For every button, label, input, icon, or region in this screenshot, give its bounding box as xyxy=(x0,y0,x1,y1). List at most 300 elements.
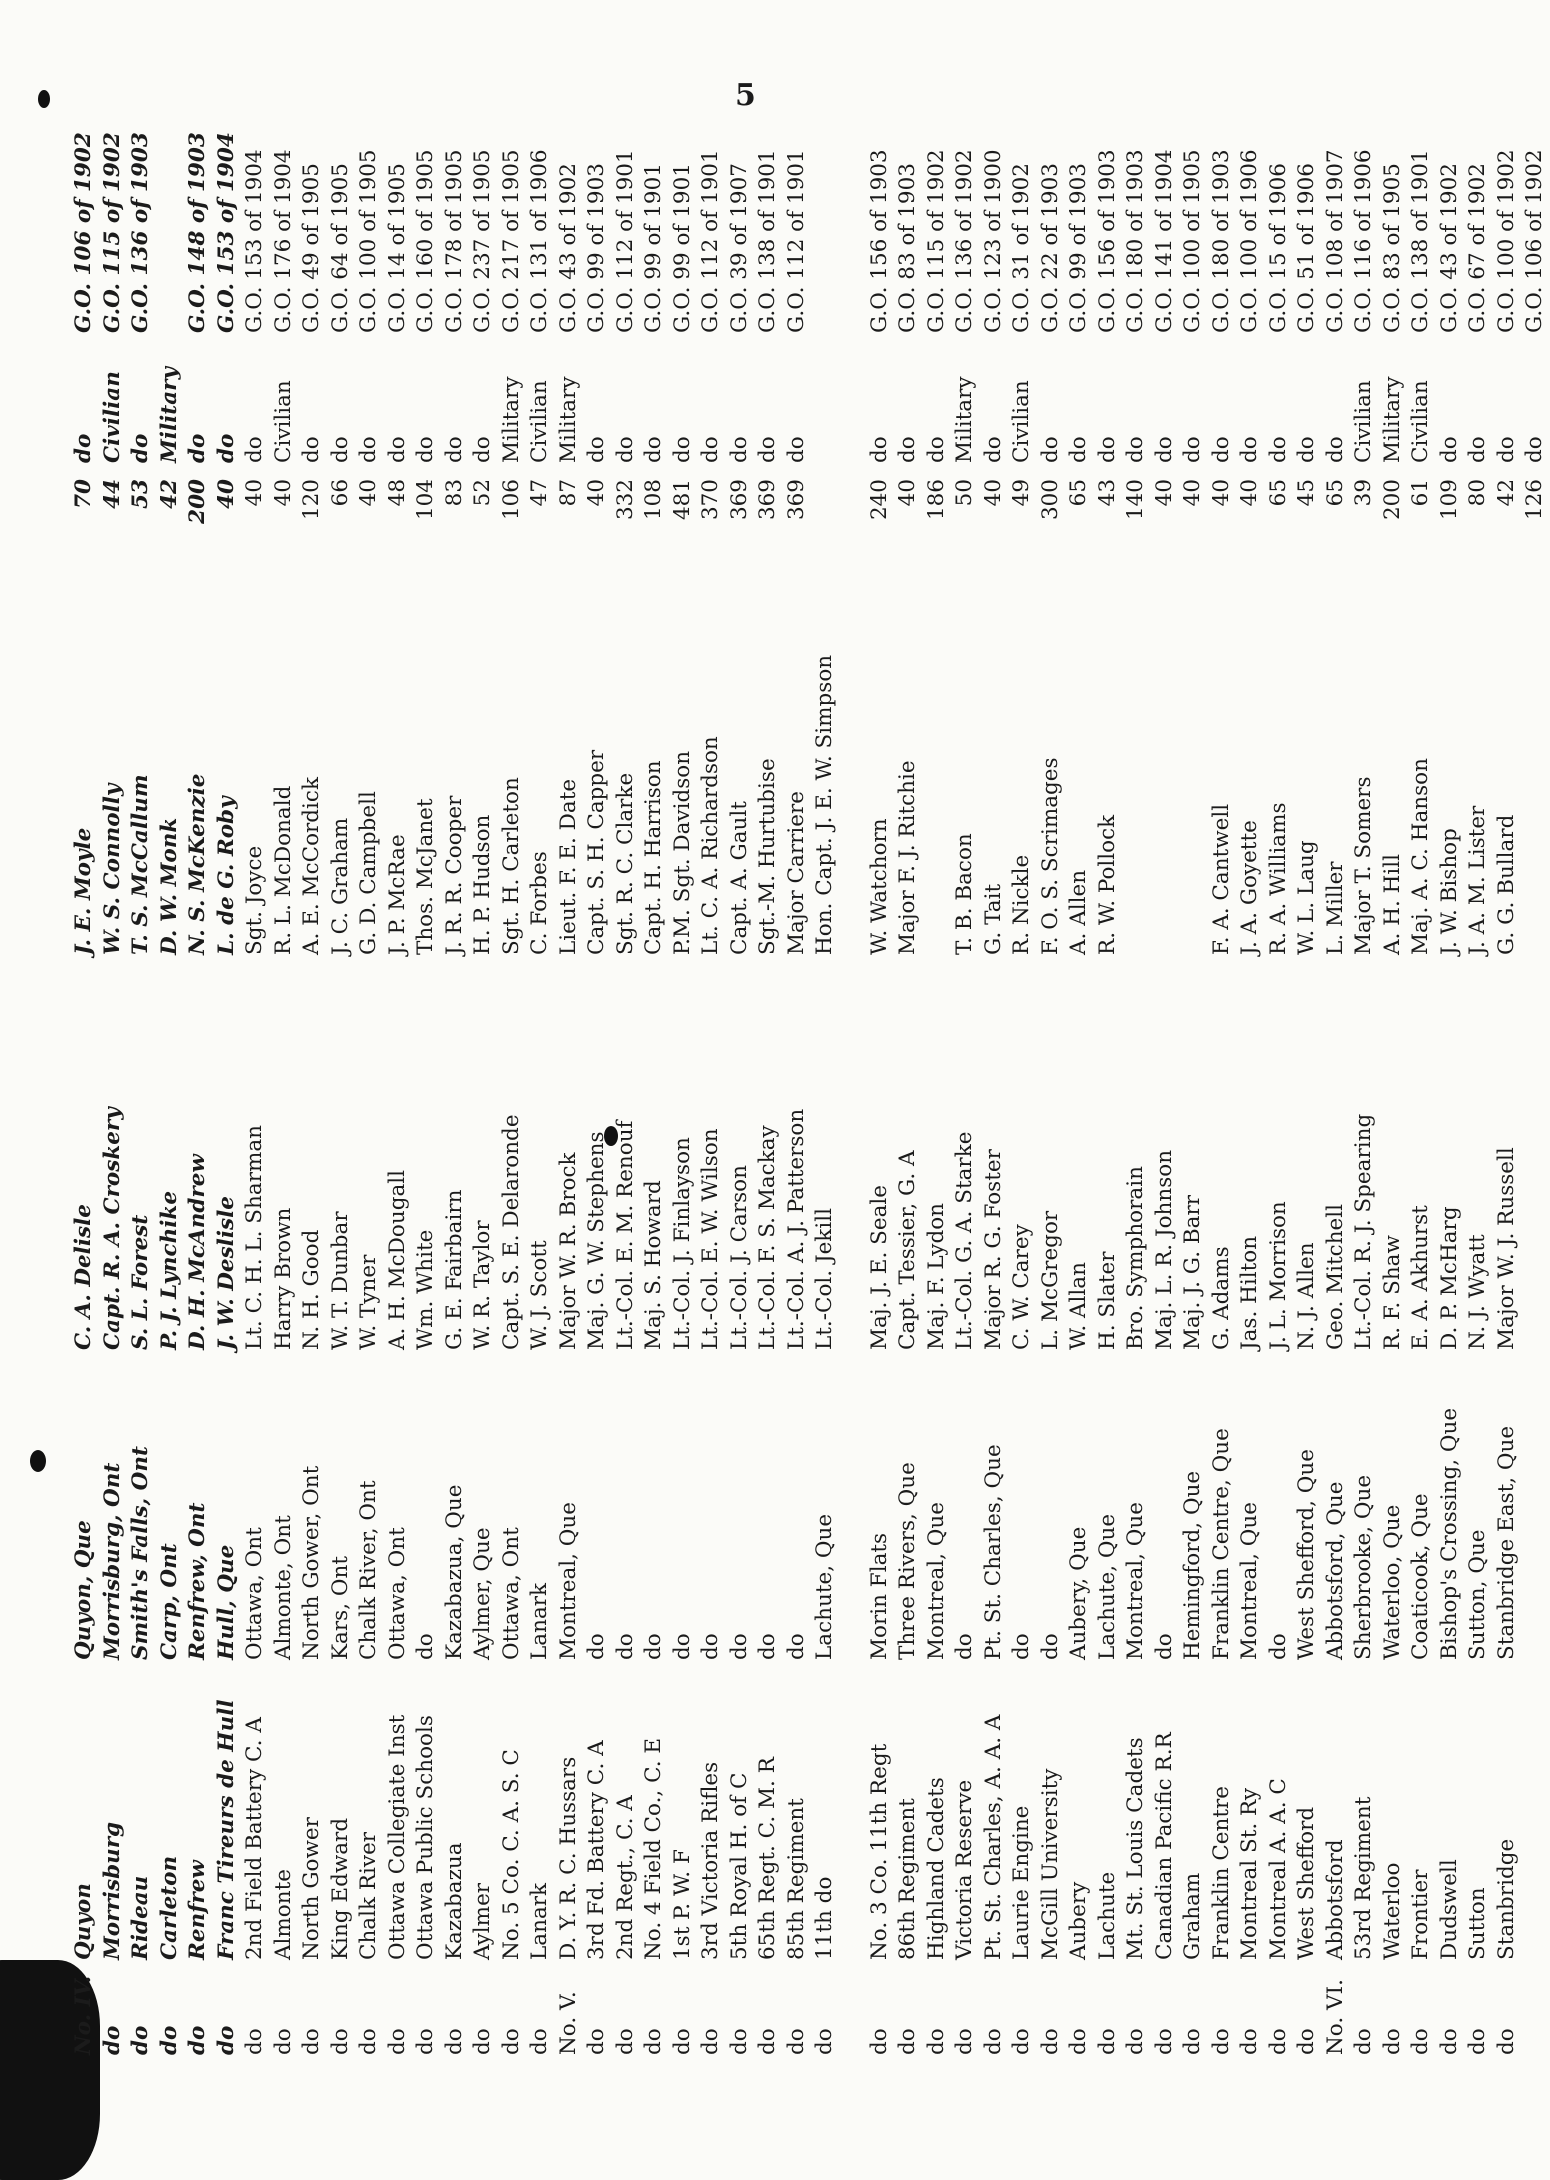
general-order-authority: G.O. 14 of 1905 xyxy=(384,163,410,333)
district-number: No. VI. xyxy=(1322,1979,1348,2055)
strength-count: 83 xyxy=(441,479,467,507)
headquarters-place: Aubery, Que xyxy=(1066,1526,1091,1660)
district-number: do xyxy=(413,2028,438,2055)
page-number: 5 xyxy=(735,78,756,113)
headquarters-place: Hull, Que xyxy=(213,1544,239,1660)
association-class: do xyxy=(1037,436,1063,463)
association-class: Military xyxy=(498,376,524,463)
district-number: do xyxy=(156,2025,182,2055)
instructor-name: L. de G. Roby xyxy=(213,796,239,955)
commander-name: E. A. Akhurst xyxy=(1408,1205,1433,1350)
district-number: do xyxy=(1123,2028,1148,2055)
district-number: do xyxy=(1180,2028,1205,2055)
table-row xyxy=(1493,55,1522,2055)
commander-name: Lt.-Col. G. A. Starke xyxy=(952,1131,977,1350)
instructor-name: Capt. A. Gault xyxy=(726,801,752,955)
table-row xyxy=(156,55,185,2055)
association-class: do xyxy=(726,436,752,463)
headquarters-place: do xyxy=(698,1633,723,1660)
district-number: do xyxy=(1237,2028,1262,2055)
general-order-authority: G.O. 131 of 1906 xyxy=(527,149,552,333)
district-number: do xyxy=(213,2025,239,2055)
district-number: do xyxy=(128,2025,153,2055)
district-number: do xyxy=(441,2028,467,2055)
table-row xyxy=(697,55,726,2055)
instructor-name: T. S. McCallum xyxy=(128,774,153,955)
table-row xyxy=(1293,55,1322,2055)
instructor-name: J. R. R. Cooper xyxy=(441,795,467,955)
corps-name: Stanbridge xyxy=(1493,1838,1519,1960)
association-class: do xyxy=(1208,436,1234,463)
table-row xyxy=(1037,55,1066,2055)
headquarters-place: Three Rivers, Que xyxy=(895,1462,920,1660)
headquarters-place: Almonte, Ont xyxy=(270,1515,296,1660)
headquarters-place: Montreal, Que xyxy=(1123,1501,1148,1660)
corps-name: 2nd Field Battery C. A xyxy=(242,1717,267,1960)
corps-name: Aubery xyxy=(1066,1881,1091,1960)
general-order-authority: G.O. 138 of 1901 xyxy=(755,149,780,333)
district-number: do xyxy=(923,2028,949,2055)
instructor-name xyxy=(1122,535,1151,955)
instructor-name xyxy=(1179,535,1208,955)
district-number: do xyxy=(356,2028,381,2055)
table-row xyxy=(1151,55,1180,2055)
strength-count: 49 xyxy=(1009,479,1034,507)
association-class: do xyxy=(185,433,210,463)
corps-name: 3rd Fd. Battery C. A xyxy=(584,1740,609,1960)
section-gap xyxy=(840,55,866,2055)
district-number: do xyxy=(812,2028,837,2055)
table-row xyxy=(1179,55,1208,2055)
strength-count: 40 xyxy=(1208,479,1234,507)
instructor-name: J. C. Graham xyxy=(327,817,353,955)
commander-name: Lt.-Col. A. J. Patterson xyxy=(783,1108,809,1350)
corps-name: No. 5 Co. C. A. S. C xyxy=(498,1749,524,1960)
commander-name: C. A. Delisle xyxy=(71,1204,96,1350)
strength-count: 126 xyxy=(1522,479,1547,521)
general-order-authority: G.O. 43 of 1902 xyxy=(555,163,581,333)
instructor-name: R. W. Pollock xyxy=(1094,814,1120,955)
general-order-authority: G.O. 153 of 1904 xyxy=(213,132,239,333)
association-class xyxy=(811,333,840,473)
district-number: do xyxy=(1066,2028,1091,2055)
association-class: do xyxy=(384,436,410,463)
headquarters-place: Lachute, Que xyxy=(1094,1513,1120,1660)
commander-name: Capt. Tessier, G. A xyxy=(895,1150,920,1350)
association-class: do xyxy=(470,436,495,463)
association-class: do xyxy=(327,436,353,463)
instructor-name: Hon. Capt. J. E. W. Simpson xyxy=(812,654,837,955)
commander-name: W. R. Taylor xyxy=(470,1220,495,1350)
strength-count: 65 xyxy=(1265,479,1291,507)
general-order-authority: G.O. 100 of 1902 xyxy=(1493,149,1519,333)
association-class: do xyxy=(213,433,239,463)
strength-count: 200 xyxy=(185,479,210,524)
table-body xyxy=(70,55,1550,2055)
table-row xyxy=(894,55,923,2055)
headquarters-place: do xyxy=(612,1633,638,1660)
general-order-authority: G.O. 106 of 1902 xyxy=(1522,149,1547,333)
association-class: do xyxy=(1465,436,1490,463)
table-row xyxy=(923,55,952,2055)
corps-name: Ottawa Collegiate Inst xyxy=(384,1714,410,1960)
instructor-name: A. H. Hill xyxy=(1379,854,1405,955)
district-number: No. IV. xyxy=(71,1975,96,2055)
instructor-name: Sgt. H. Carleton xyxy=(498,777,524,955)
strength-count: 42 xyxy=(1493,479,1519,507)
headquarters-place: Montreal, Que xyxy=(923,1501,949,1660)
instructor-name: R. L. McDonald xyxy=(270,785,296,955)
general-order-authority: G.O. 112 of 1901 xyxy=(783,149,809,333)
instructor-name: Major F. J. Ritchie xyxy=(895,760,920,955)
association-class: do xyxy=(1522,436,1547,463)
headquarters-place: North Gower, Ont xyxy=(299,1465,324,1660)
headquarters-place: Morrisburg, Ont xyxy=(99,1462,125,1660)
general-order-authority: G.O. 153 of 1904 xyxy=(242,149,267,333)
headquarters-place: Sherbrooke, Que xyxy=(1351,1474,1376,1660)
general-order-authority: G.O. 180 of 1903 xyxy=(1123,149,1148,333)
instructor-name: G. D. Campbell xyxy=(356,791,381,955)
district-number: do xyxy=(498,2028,524,2055)
district-number: do xyxy=(783,2028,809,2055)
district-number: do xyxy=(612,2028,638,2055)
general-order-authority: G.O. 116 of 1906 xyxy=(1351,149,1376,333)
instructor-name: W. S. Connolly xyxy=(99,783,125,955)
commander-name: Bro. Symphorain xyxy=(1123,1166,1148,1350)
headquarters-place: do xyxy=(669,1633,695,1660)
corps-name: Abbotsford xyxy=(1322,1839,1348,1960)
commander-name: Maj. J. E. Seale xyxy=(866,1184,892,1350)
strength-count: 370 xyxy=(698,479,723,521)
commander-name: Lt.-Col. E. W. Wilson xyxy=(698,1128,723,1350)
association-class: Civilian xyxy=(1408,380,1433,463)
association-class: do xyxy=(1436,436,1462,463)
commander-name: L. McGregor xyxy=(1037,1210,1063,1350)
general-order-authority: G.O. 99 of 1903 xyxy=(584,163,609,333)
association-class: do xyxy=(356,436,381,463)
instructor-name xyxy=(1521,535,1550,955)
general-order-authority: G.O. 136 of 1903 xyxy=(128,132,153,333)
headquarters-place: Kars, Ont xyxy=(327,1556,353,1660)
table-row xyxy=(384,55,413,2055)
general-order-authority: G.O. 237 of 1905 xyxy=(470,149,495,333)
association-class: do xyxy=(1094,436,1120,463)
general-order-authority: G.O. 180 of 1903 xyxy=(1208,149,1234,333)
general-order-authority: G.O. 99 of 1901 xyxy=(641,163,666,333)
corps-name: Lanark xyxy=(527,1882,552,1960)
strength-count: 240 xyxy=(866,479,892,521)
table-row xyxy=(213,55,242,2055)
association-class: do xyxy=(1123,436,1148,463)
table-row xyxy=(1322,55,1351,2055)
headquarters-place: do xyxy=(1037,1633,1063,1660)
instructor-name: Thos. McJanet xyxy=(413,798,438,955)
association-class: do xyxy=(1493,436,1519,463)
headquarters-place: Abbotsford, Que xyxy=(1322,1481,1348,1660)
commander-name: G. E. Fairbairn xyxy=(441,1189,467,1350)
district-number: do xyxy=(952,2028,977,2055)
general-order-authority: G.O. 112 of 1901 xyxy=(698,149,723,333)
district-number: do xyxy=(299,2028,324,2055)
strength-count: 40 xyxy=(895,479,920,507)
headquarters-place: Lachute, Que xyxy=(812,1513,837,1660)
instructor-name: J. W. Bishop xyxy=(1436,828,1462,955)
corps-name: King Edward xyxy=(327,1817,353,1960)
headquarters-place: Pt. St. Charles, Que xyxy=(980,1444,1006,1660)
strength-count: 104 xyxy=(413,479,438,521)
district-number: No. V. xyxy=(555,1991,581,2055)
association-class: Civilian xyxy=(527,380,552,463)
table-row xyxy=(1094,55,1123,2055)
district-number: do xyxy=(1408,2028,1433,2055)
association-class: Military xyxy=(952,376,977,463)
table-row xyxy=(270,55,299,2055)
corps-name xyxy=(1521,1660,1550,1960)
table-row xyxy=(811,55,840,2055)
general-order-authority xyxy=(811,55,840,333)
district-number: do xyxy=(584,2028,609,2055)
association-class: do xyxy=(413,436,438,463)
headquarters-place: do xyxy=(584,1633,609,1660)
headquarters-place: Montreal, Que xyxy=(555,1501,581,1660)
table-row xyxy=(1436,55,1465,2055)
table-row xyxy=(1122,55,1151,2055)
commander-name: Lt.-Col. R. J. Spearing xyxy=(1351,1113,1376,1350)
headquarters-place: Bishop's Crossing, Que xyxy=(1436,1407,1462,1660)
headquarters-place: do xyxy=(755,1633,780,1660)
strength-count: 40 xyxy=(213,479,239,509)
strength-count: 481 xyxy=(669,479,695,521)
district-number: do xyxy=(1465,2028,1490,2055)
association-class: Military xyxy=(156,367,182,463)
commander-name: R. F. Shaw xyxy=(1379,1235,1405,1350)
general-order-authority: G.O. 99 of 1901 xyxy=(669,163,695,333)
district-number: do xyxy=(470,2028,495,2055)
instructor-name: C. Forbes xyxy=(527,851,552,955)
instructor-name: N. S. McKenzie xyxy=(185,773,210,955)
general-order-authority xyxy=(156,55,185,333)
commander-name: Geo. Mitchell xyxy=(1322,1203,1348,1350)
commander-name: P. J. Lynchike xyxy=(156,1191,182,1350)
table-row xyxy=(726,55,755,2055)
commander-name: S. L. Forest xyxy=(128,1214,153,1350)
general-order-authority: G.O. 83 of 1905 xyxy=(1379,163,1405,333)
association-class: do xyxy=(866,436,892,463)
association-class: Military xyxy=(555,376,581,463)
commander-name: Wm. White xyxy=(413,1229,438,1350)
instructor-name: Capt. H. Harrison xyxy=(641,760,666,955)
corps-name: No. 4 Field Co., C. E xyxy=(641,1737,666,1960)
corps-name: 85th Regiment xyxy=(783,1798,809,1960)
strength-count: 65 xyxy=(1322,479,1348,507)
commander-name: Lt.-Col. F. S. Mackay xyxy=(755,1125,780,1350)
district-number: do xyxy=(327,2028,353,2055)
section-gap-cell xyxy=(840,55,866,2055)
general-order-authority: G.O. 51 of 1906 xyxy=(1294,163,1319,333)
association-class: do xyxy=(980,436,1006,463)
corps-name: Franklin Centre xyxy=(1208,1786,1234,1960)
table-row xyxy=(441,55,470,2055)
instructor-name: A. E. McCordick xyxy=(299,777,324,955)
table-row xyxy=(866,55,895,2055)
headquarters-place: do xyxy=(641,1633,666,1660)
commander-name: Lt. C. H. L. Sharman xyxy=(242,1124,267,1350)
table-row xyxy=(1265,55,1294,2055)
commander-name: N. H. Good xyxy=(299,1229,324,1350)
commander-name: D. P. McHarg xyxy=(1436,1206,1462,1350)
strength-count: 40 xyxy=(242,479,267,507)
corps-name: Frontier xyxy=(1408,1869,1433,1960)
table-row xyxy=(498,55,527,2055)
general-order-authority: G.O. 115 of 1902 xyxy=(923,149,949,333)
headquarters-place: Montreal, Que xyxy=(1237,1501,1262,1660)
table-row xyxy=(298,55,327,2055)
headquarters-place: do xyxy=(1265,1633,1291,1660)
corps-name: 3rd Victoria Rifles xyxy=(698,1761,723,1960)
association-class: do xyxy=(641,436,666,463)
general-order-authority: G.O. 112 of 1901 xyxy=(612,149,638,333)
instructor-name: T. B. Bacon xyxy=(952,833,977,955)
instructor-name: Maj. A. C. Hanson xyxy=(1408,758,1433,955)
strength-count: 108 xyxy=(641,479,666,521)
table-row xyxy=(555,55,584,2055)
strength-count: 140 xyxy=(1123,479,1148,521)
general-order-authority: G.O. 31 of 1902 xyxy=(1009,163,1034,333)
district-number: do xyxy=(1151,2028,1177,2055)
instructor-name: J. A. Goyette xyxy=(1237,820,1262,955)
corps-name: Morrisburg xyxy=(99,1821,125,1960)
instructor-name: Sgt. R. C. Clarke xyxy=(612,772,638,955)
corps-name: Kazabazua xyxy=(441,1842,467,1960)
corps-name: Dudswell xyxy=(1436,1859,1462,1960)
instructor-name: F. A. Cantwell xyxy=(1208,803,1234,955)
corps-name: Mt. St. Louis Cadets xyxy=(1123,1737,1148,1960)
district-number: do xyxy=(1208,2028,1234,2055)
association-class: do xyxy=(299,436,324,463)
strength-count: 87 xyxy=(555,479,581,507)
instructor-name: Lt. C. A. Richardson xyxy=(698,736,723,955)
table-row xyxy=(1379,55,1408,2055)
strength-count: 61 xyxy=(1408,479,1433,507)
district-number: do xyxy=(866,2028,892,2055)
table-row xyxy=(1464,55,1493,2055)
association-class: Civilian xyxy=(1009,380,1034,463)
strength-count: 200 xyxy=(1379,479,1405,521)
commander-name: H. Slater xyxy=(1094,1251,1120,1350)
strength-count: 65 xyxy=(1066,479,1091,507)
table-row xyxy=(355,55,384,2055)
corps-name: Sutton xyxy=(1465,1887,1490,1960)
table-row xyxy=(980,55,1009,2055)
headquarters-place: West Shefford, Que xyxy=(1294,1448,1319,1660)
strength-count: 42 xyxy=(156,479,182,509)
table-row xyxy=(1008,55,1037,2055)
commander-name: N. J. Wyatt xyxy=(1465,1234,1490,1350)
table-row xyxy=(412,55,441,2055)
general-order-authority: G.O. 156 of 1903 xyxy=(1094,149,1120,333)
table-row xyxy=(327,55,356,2055)
commander-name: Maj. F. Lydon xyxy=(923,1202,949,1350)
general-order-authority: G.O. 22 of 1903 xyxy=(1037,163,1063,333)
commander-name: Capt. S. E. Delaronde xyxy=(498,1114,524,1350)
instructor-name: J. E. Moyle xyxy=(71,827,96,955)
commander-name: D. H. McAndrew xyxy=(185,1154,210,1350)
corps-name: Graham xyxy=(1180,1872,1205,1960)
general-order-authority: G.O. 108 of 1907 xyxy=(1322,149,1348,333)
association-class: do xyxy=(1265,436,1291,463)
headquarters-place: Stanbridge East, Que xyxy=(1493,1425,1519,1660)
strength-count: 40 xyxy=(584,479,609,507)
corps-name: Almonte xyxy=(270,1869,296,1960)
headquarters-place: Quyon, Que xyxy=(71,1520,96,1660)
association-class: Civilian xyxy=(270,380,296,463)
commander-name: Maj. S. Howard xyxy=(641,1180,666,1350)
association-class: do xyxy=(669,436,695,463)
corps-name: 2nd Regt., C. A xyxy=(612,1795,638,1960)
commander-name: Jas. Hilton xyxy=(1237,1235,1262,1350)
district-number: do xyxy=(1037,2028,1063,2055)
general-order-authority: G.O. 100 of 1906 xyxy=(1237,149,1262,333)
corps-name: 5th Royal H. of C xyxy=(726,1772,752,1960)
table-row xyxy=(1407,55,1436,2055)
corps-name: Laurie Engine xyxy=(1009,1805,1034,1960)
district-number xyxy=(1521,1960,1550,2055)
commander-name: Maj. J. G. Barr xyxy=(1180,1194,1205,1350)
corps-name: Montreal St. Ry xyxy=(1237,1788,1262,1960)
general-order-authority: G.O. 136 of 1902 xyxy=(952,149,977,333)
table-row xyxy=(99,55,128,2055)
instructor-name xyxy=(1151,535,1180,955)
instructor-name: F. O. S. Scrimages xyxy=(1037,757,1063,955)
strength-count: 50 xyxy=(952,479,977,507)
strength-count: 300 xyxy=(1037,479,1063,521)
general-order-authority: G.O. 99 of 1903 xyxy=(1066,163,1091,333)
instructor-name: R. A. Williams xyxy=(1265,802,1291,955)
district-number: do xyxy=(980,2028,1006,2055)
commander-name: Major W. R. Brock xyxy=(555,1152,581,1350)
strength-count: 52 xyxy=(470,479,495,507)
corps-name: 11th do xyxy=(812,1876,837,1960)
general-order-authority: G.O. 115 of 1902 xyxy=(99,132,125,333)
rifle-association-table xyxy=(70,55,1550,2055)
instructor-name: P.M. Sgt. Davidson xyxy=(669,750,695,955)
commander-name: Major R. G. Foster xyxy=(980,1149,1006,1350)
district-number: do xyxy=(1294,2028,1319,2055)
corps-name: Waterloo xyxy=(1379,1862,1405,1960)
district-number: do xyxy=(669,2028,695,2055)
headquarters-place: do xyxy=(1009,1633,1034,1660)
table-row xyxy=(70,55,99,2055)
corps-name: Highland Cadets xyxy=(923,1777,949,1960)
district-number: do xyxy=(641,2028,666,2055)
table-row xyxy=(469,55,498,2055)
corps-name: 53rd Regiment xyxy=(1351,1796,1376,1960)
headquarters-place: Carp, Ont xyxy=(156,1543,182,1660)
commander-name: A. H. McDougall xyxy=(384,1169,410,1350)
strength-count: 186 xyxy=(923,479,949,521)
headquarters-place: do xyxy=(726,1633,752,1660)
headquarters-place: Coaticook, Que xyxy=(1408,1493,1433,1660)
strength-count: 70 xyxy=(71,479,96,509)
table-row xyxy=(612,55,641,2055)
commander-name: Lt.-Col. Jekill xyxy=(812,1208,837,1350)
instructor-name: J. P. McRae xyxy=(384,834,410,955)
headquarters-place: Kazabazua, Que xyxy=(441,1484,467,1660)
headquarters-place: Hemingford, Que xyxy=(1180,1470,1205,1660)
commander-name xyxy=(1521,955,1550,1350)
general-order-authority: G.O. 156 of 1903 xyxy=(866,149,892,333)
headquarters-place: Aylmer, Que xyxy=(470,1527,495,1660)
